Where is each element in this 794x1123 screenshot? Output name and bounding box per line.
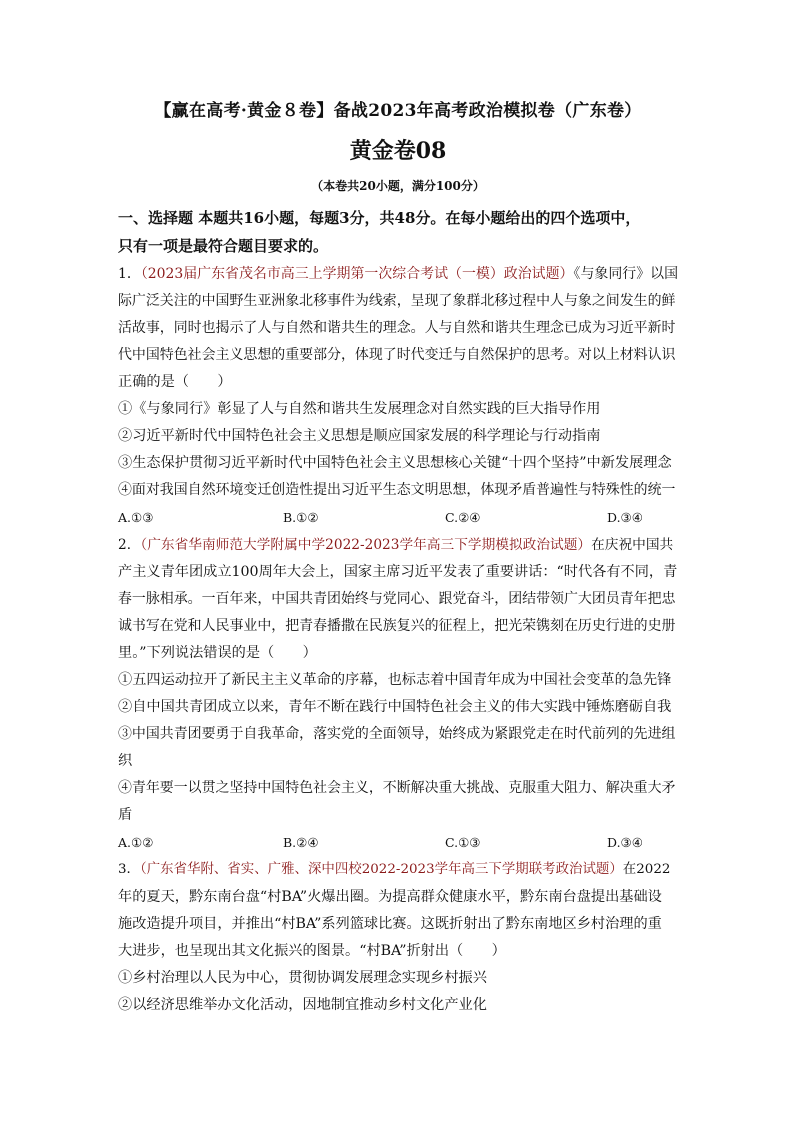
question-2-statement-4-line1: ④青年要一以贯之坚持中国特色社会主义，不断解决重大挑战、克服重大阻力、解决重大矛 [118,780,676,796]
question-number: 2． [118,537,141,553]
question-source: （2023届广东省茂名市高三上学期第一次综合考试（一模）政治试题） [140,266,574,282]
option-a[interactable]: A.①② [118,835,154,850]
question-2-statement-3-line1: ③中国共青团要勇于自我革命，落实党的全面领导，始终成为紧跟党走在时代前列的先进组 [118,726,676,742]
question-3-stem-line3: 施改造提升项目，并推出“村BA”系列篮球比赛。这既折射出了黔东南地区乡村治理的重 [118,916,662,932]
question-text: 在庆祝中国共 [591,537,674,553]
option-c[interactable]: C.②④ [445,510,481,525]
option-a[interactable]: A.①③ [118,510,154,525]
question-2-statement-3-line2: 织 [118,753,133,769]
question-text: 《与象同行》以国 [573,266,679,282]
question-3-stem-line4: 大进步，也呈现出其文化振兴的图景。“村BA”折射出（ ） [118,943,506,959]
question-2-statement-4-line2: 盾 [118,807,133,823]
question-3-stem-line1 [118,860,670,880]
question-2-stem-line5: 里。”下列说法错误的是（ ） [118,645,317,661]
exam-title: 【赢在高考·黄金８卷】备战2023年高考政治模拟卷（广东卷） [154,101,642,121]
option-d[interactable]: D.③④ [607,835,643,850]
option-d[interactable]: D.③④ [607,510,643,525]
question-1-stem-line4: 代中国特色社会主义思想的重要部分，体现了时代变迁与自然保护的思考。对以上材料认识 [118,347,676,363]
question-1-stem-line2: 际广泛关注的中国野生亚洲象北移事件为线索，呈现了象群北移过程中人与象之间发生的鲜 [118,293,676,309]
question-2-stem-line4: 诚书写在党和人民事业中，把青春播撒在民族复兴的征程上，把光荣镌刻在历史行进的史册 [118,618,676,634]
question-1-statement-4: ④面对我国自然环境变迁创造性提出习近平生态文明思想，体现矛盾普遍性与特殊性的统一 [118,482,676,498]
question-1-statement-3: ③生态保护贯彻习近平新时代中国特色社会主义思想核心关键“十四个坚持”中新发展理念 [118,455,672,471]
question-2-stem-line3: 春一脉相承。一百年来，中国共青团始终与党同心、跟党奋斗，团结带领广大团员青年把忠 [118,591,676,607]
question-number: 1． [118,266,141,282]
question-source: （广东省华南师范大学附属中学2022-2023学年高三下学期模拟政治试题） [140,537,592,553]
question-1-stem-line1 [118,264,678,284]
exam-subtitle: 黄金卷08 [349,138,447,164]
question-3-statement-1: ①乡村治理以人民为中心，贯彻协调发展理念实现乡村振兴 [118,970,487,986]
section-heading-line1: 一、选择题 本题共16小题，每题3分，共48分。在每小题给出的四个选项中， [118,209,641,227]
question-3-statement-2: ②以经济思维举办文化活动，因地制宜推动乡村文化产业化 [118,997,487,1013]
question-2-statement-1: ①五四运动拉开了新民主主义革命的序幕，也标志着中国青年成为中国社会变革的急先锋 [118,672,672,688]
question-text: 在2022 [622,862,671,877]
option-c[interactable]: C.①③ [445,835,481,850]
exam-note: （本卷共20小题，满分100分） [311,179,485,193]
question-1-statement-1: ①《与象同行》彰显了人与自然和谐共生发展理念对自然实践的巨大指导作用 [118,401,601,417]
question-source: （广东省华附、省实、广雅、深中四校2022-2023学年高三下学期联考政治试题） [140,862,623,877]
question-1-stem-line3: 活故事，同时也揭示了人与自然和谐共生的理念。人与自然和谐共生理念已成为习近平新时 [118,320,676,336]
question-1-statement-2: ②习近平新时代中国特色社会主义思想是顺应国家发展的科学理论与行动指南 [118,428,601,444]
question-2-stem-line2: 产主义青年团成立100周年大会上，国家主席习近平发表了重要讲话：“时代各有不同，青 [118,564,678,580]
option-b[interactable]: B.①② [283,510,319,525]
option-b[interactable]: B.②④ [283,835,319,850]
section-heading-line2: 只有一项是最符合题目要求的。 [118,237,329,255]
question-1-stem-line5: 正确的是（ ） [118,374,232,390]
question-number: 3． [118,862,140,877]
question-2-stem-line1 [118,535,673,555]
question-3-stem-line2: 年的夏天，黔东南台盘“村BA”火爆出圈。为提高群众健康水平，黔东南台盘提出基础设 [118,889,662,905]
question-2-statement-2: ②自中国共青团成立以来，青年不断在践行中国特色社会主义的伟大实践中锤炼磨砺自我 [118,699,672,715]
